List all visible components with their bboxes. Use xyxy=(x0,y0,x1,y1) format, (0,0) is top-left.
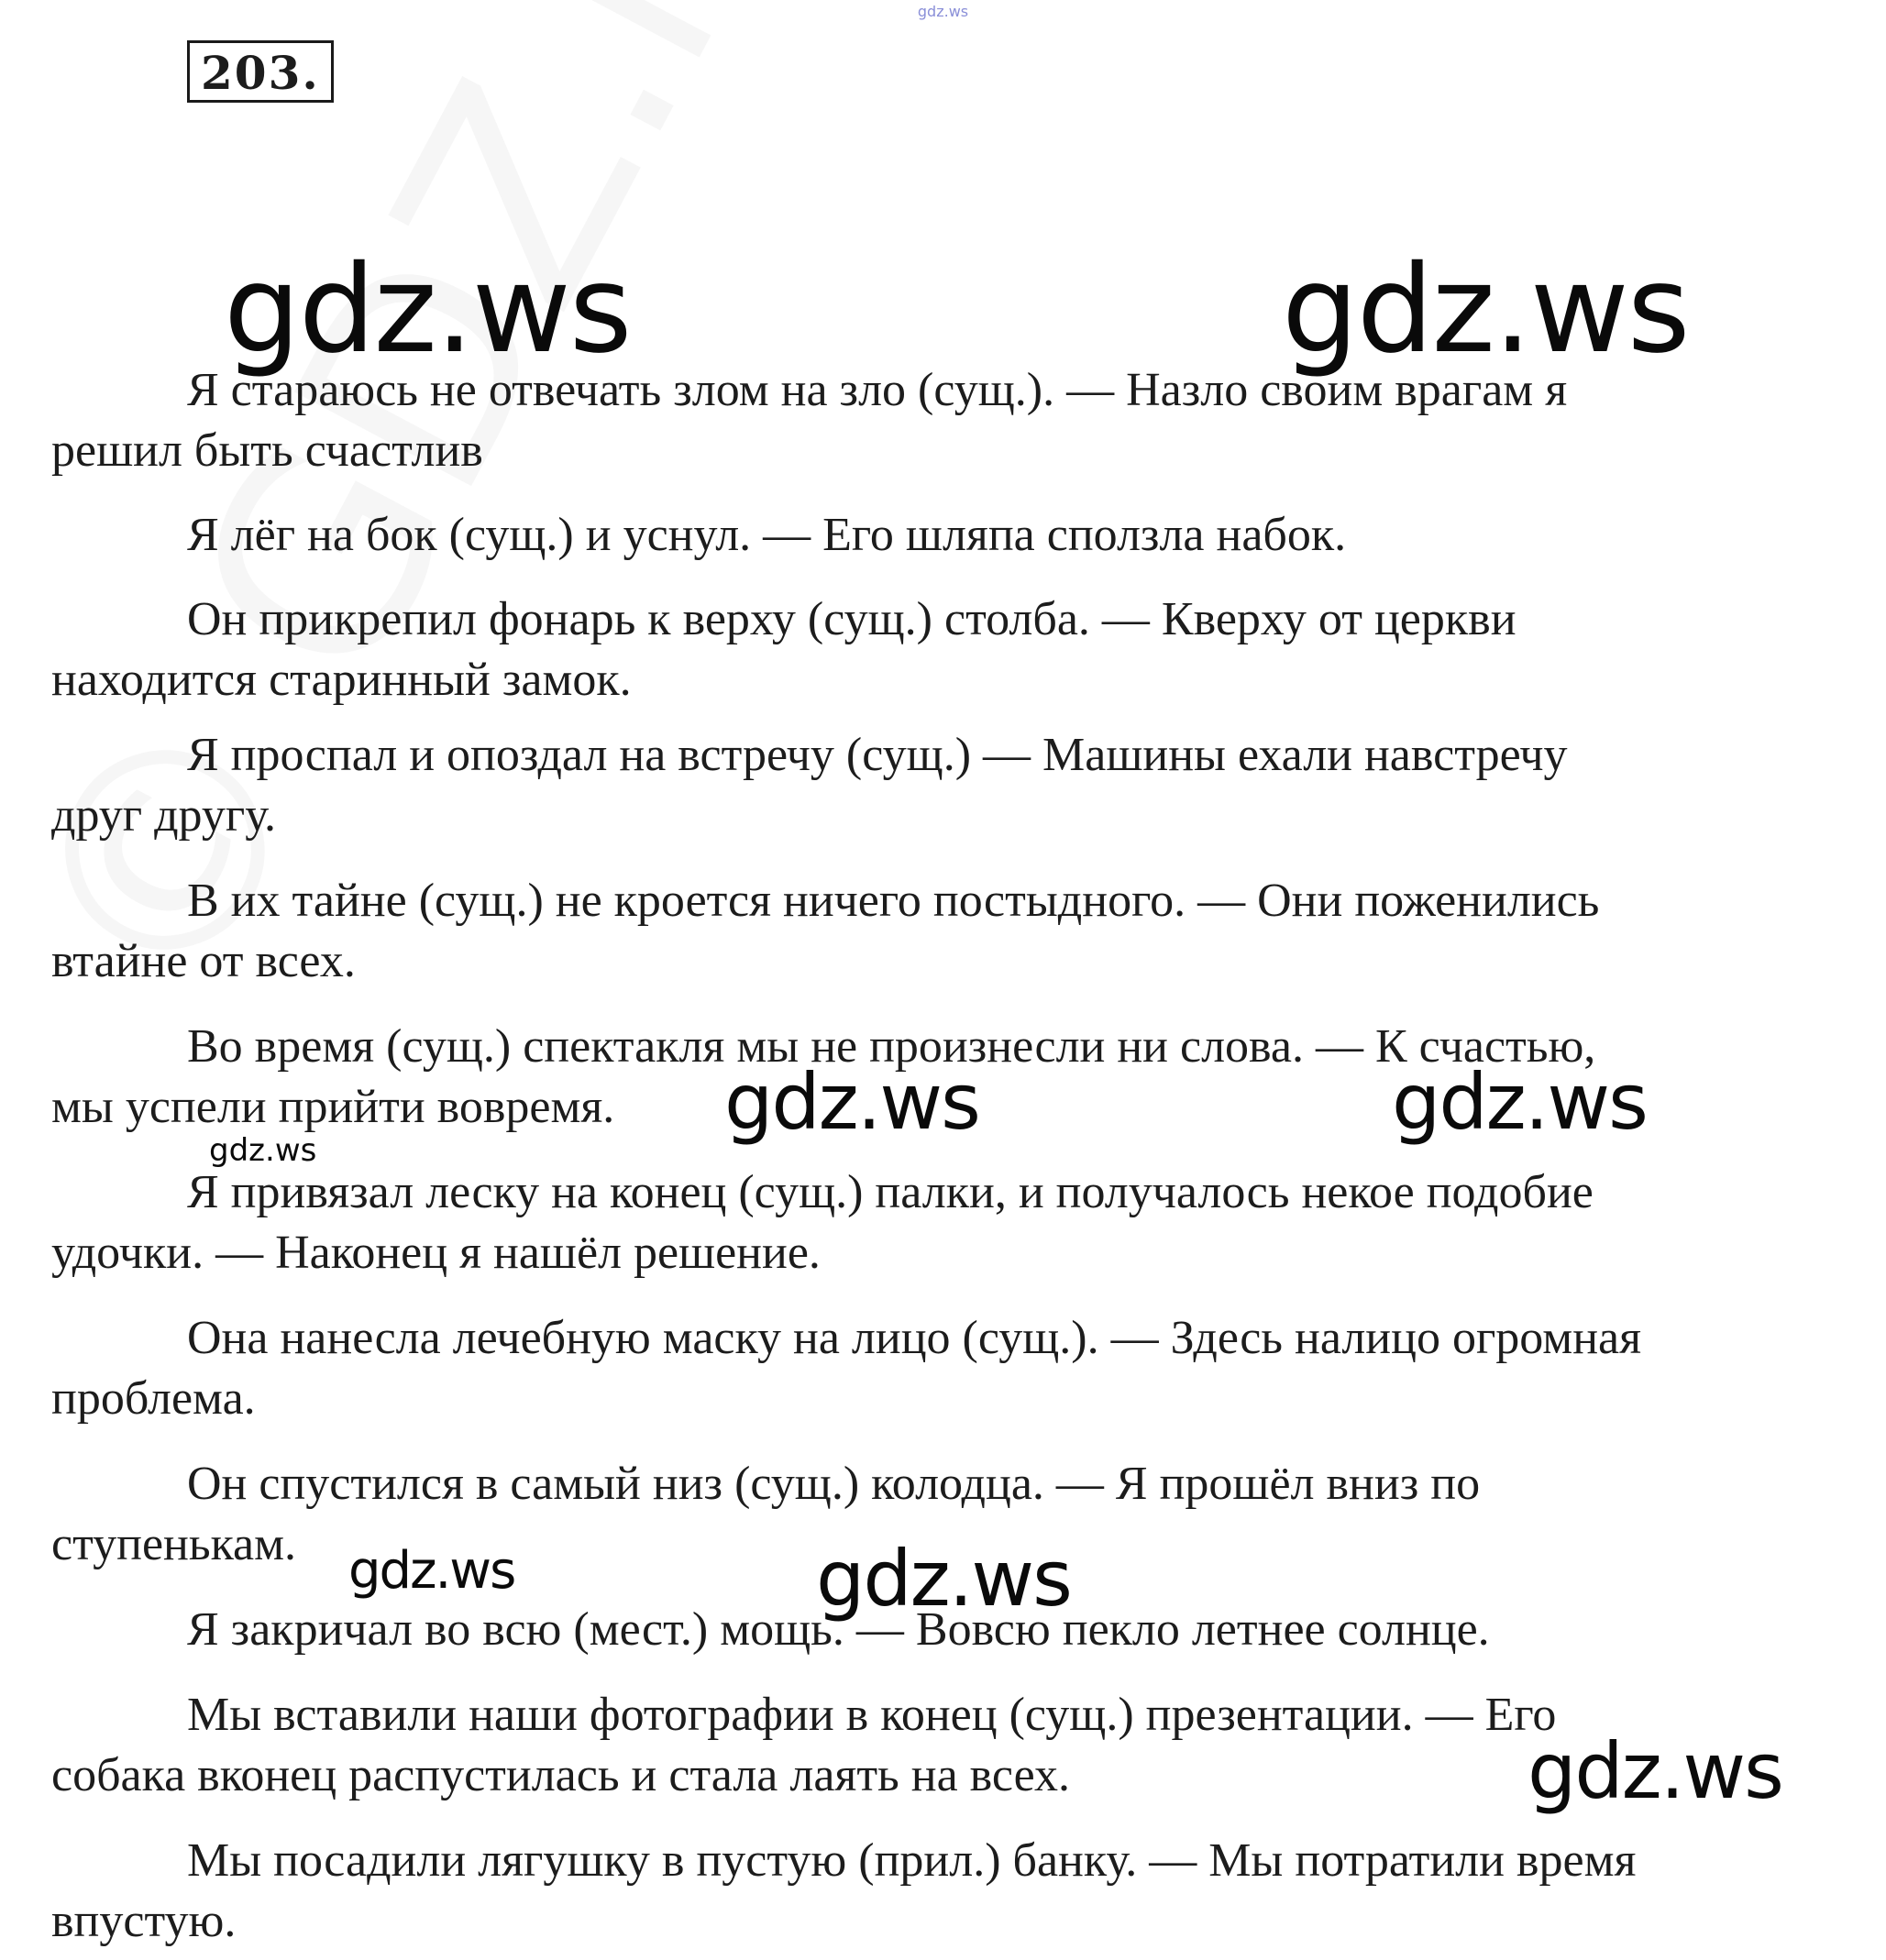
paragraph-line: Я стараюсь не отвечать злом на зло (сущ.). — Назло своим врагам я xyxy=(187,364,1568,416)
site-watermark: gdz.ws xyxy=(224,239,631,380)
paragraph-line: Я лёг на бок (сущ.) и уснул. — Его шляпа сползла набок. xyxy=(187,509,1347,561)
paragraph-line: В их тайне (сущ.) не кроется ничего постыдного. — Они поженились xyxy=(187,875,1600,927)
site-watermark: gdz.ws xyxy=(348,1541,515,1601)
paragraph-4 xyxy=(51,725,1848,846)
paragraph-line: ступенькам. xyxy=(51,1518,297,1570)
site-watermark: gdz.ws xyxy=(209,1132,317,1169)
paragraph-2 xyxy=(51,505,1848,566)
paragraph-line: удочки. — Наконец я нашёл решение. xyxy=(51,1227,821,1279)
exercise-number: 203. xyxy=(187,40,334,103)
paragraph-line: находится старинный замок. xyxy=(51,654,632,706)
paragraph-line: Мы вставили наши фотографии в конец (сущ.) презентации. — Его xyxy=(187,1689,1557,1741)
paragraph-5 xyxy=(51,871,1848,992)
site-watermark: gdz.ws xyxy=(816,1534,1071,1624)
paragraph-line: Мы посадили лягушку в пустую (прил.) банку. — Мы потратили время xyxy=(187,1834,1637,1887)
paragraph-line: друг другу. xyxy=(51,789,276,842)
paragraph-line: впустую. xyxy=(51,1895,237,1947)
paragraph-line: Я закричал во всю (мест.) мощь. — Вовсю пекло летнее солнце. xyxy=(187,1603,1490,1656)
paragraph-line: проблема. xyxy=(51,1372,256,1425)
site-watermark: gdz.ws xyxy=(724,1057,979,1147)
paragraph-line: Я проспал и опоздал на встречу (сущ.) — Машины ехали навстречу xyxy=(187,729,1568,781)
paragraph-line: Он спустился в самый низ (сущ.) колодца. — Я прошёл вниз по xyxy=(187,1458,1481,1510)
site-watermark: gdz.ws xyxy=(1282,239,1689,380)
paragraph-line: Я привязал леску на конец (сущ.) палки, и получалось некое подобие xyxy=(187,1166,1594,1218)
paragraph-line: Она нанесла лечебную маску на лицо (сущ.). — Здесь налицо огромная xyxy=(187,1312,1642,1364)
top-watermark-label: gdz.ws xyxy=(917,3,969,20)
paragraph-12 xyxy=(51,1831,1848,1952)
paragraph-line: мы успели прийти вовремя. xyxy=(51,1081,615,1133)
site-watermark: gdz.ws xyxy=(1528,1726,1782,1816)
paragraph-line: Во время (сущ.) спектакля мы не произнесли ни слова. — К счастью, xyxy=(187,1020,1596,1073)
paragraph-3 xyxy=(51,589,1848,710)
paragraph-line: собака вконец распустилась и стала лаять на всех. xyxy=(51,1749,1071,1801)
site-watermark: gdz.ws xyxy=(1392,1057,1647,1147)
paragraph-line: втайне от всех. xyxy=(51,935,356,987)
paragraph-7 xyxy=(51,1162,1848,1283)
paragraph-8 xyxy=(51,1308,1848,1429)
paragraph-line: решил быть счастлив xyxy=(51,424,483,477)
paragraph-line: Он прикрепил фонарь к верху (сущ.) столба. — Кверху от церкви xyxy=(187,593,1517,645)
